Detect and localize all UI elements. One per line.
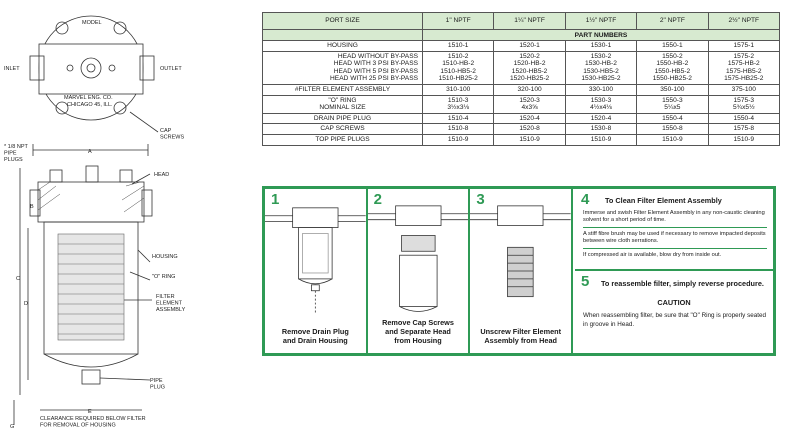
instructions <box>575 189 773 353</box>
row-label: CAP SCREWS <box>263 124 423 135</box>
label-line: PLUG <box>150 384 165 391</box>
caution-title: CAUTION <box>657 298 691 307</box>
part-number-cell: 1510-9 <box>494 134 565 145</box>
cap-screws-label <box>160 128 184 141</box>
banner-spacer <box>263 30 423 41</box>
label-line: CAP <box>160 128 172 134</box>
part-number-cell: 1520-1 <box>494 41 565 52</box>
step-number: 1 <box>271 191 280 208</box>
steps-row <box>265 189 573 353</box>
table-row <box>263 51 780 84</box>
head-side <box>38 182 144 222</box>
part-number-cell: 1530-8 <box>565 124 636 135</box>
row-label: DRAIN PIPE PLUG <box>263 113 423 124</box>
step4-paragraph-1: Immerse and swish Filter Element Assembly in any non-caustic cleaning solvent for a short period of time. <box>583 210 765 224</box>
port-size-header: PORT SIZE <box>263 13 423 30</box>
filter-line-drawing <box>0 0 250 438</box>
part-number-cell: 1510-1 <box>423 41 494 52</box>
part-number-cell: 310-100 <box>423 84 494 95</box>
part-number-cell: 1520-8 <box>494 124 565 135</box>
part-number-cell: 330-100 <box>565 84 636 95</box>
part-numbers-banner <box>263 30 780 41</box>
step5-title: To reassemble filter, simply reverse procedure. <box>601 279 764 288</box>
part-number-cell: 1510-9 <box>423 134 494 145</box>
pipe-plug-label <box>150 378 165 391</box>
dim-a: A <box>88 149 92 155</box>
part-numbers-table <box>262 12 780 146</box>
npt-label <box>4 144 28 163</box>
step-caption: Remove Drain Plug and Drain Housing <box>281 327 349 345</box>
part-number-cell: 350-100 <box>637 84 708 95</box>
row-label: #FILTER ELEMENT ASSEMBLY <box>263 84 423 95</box>
table-row <box>263 84 780 95</box>
step-3 <box>470 189 573 353</box>
step4-number: 4 <box>581 191 590 208</box>
size-header: 2" NPTF <box>637 13 708 30</box>
part-number-cell: 1520-4 <box>565 113 636 124</box>
step-number: 2 <box>373 191 383 208</box>
label-line: FILTER <box>156 294 175 300</box>
part-number-cell: 1550-1 <box>637 41 708 52</box>
part-number-cell: 1550-8 <box>637 124 708 135</box>
dim-e: E <box>88 409 92 415</box>
size-header: 1" NPTF <box>423 13 494 30</box>
dim-d: D <box>24 301 28 307</box>
part-number-cell: 1510-8 <box>423 124 494 135</box>
clean-section <box>575 189 773 271</box>
caution-text: When reassembling filter, be sure that "O" Ring is properly seated in groove in Head. <box>583 312 766 328</box>
part-number-cell: 1530-2 1530-HB-2 1530-HB5-2 1530-HB25-2 <box>565 51 636 84</box>
part-number-cell: 1510-9 <box>708 134 779 145</box>
step4-paragraph-3: If compressed air is available, blow dry from inside out. <box>583 252 722 258</box>
label-line: * 1/8 NPT <box>4 144 28 150</box>
dim-g: G <box>10 424 15 430</box>
maker-line2: CHICAGO 45, ILL. <box>67 102 113 108</box>
part-number-cell: 1550-4 <box>637 113 708 124</box>
part-number-cell: 320-100 <box>494 84 565 95</box>
label-line: ASSEMBLY <box>156 307 186 313</box>
part-number-cell: 1510-4 <box>423 113 494 124</box>
drain-plug <box>82 370 100 384</box>
table-row <box>263 95 780 113</box>
maker-line1: MARVEL ENG. CO. <box>64 95 113 101</box>
part-number-cell: 1520-4 <box>494 113 565 124</box>
part-number-cell: 1530-3 4½x4⅛ <box>565 95 636 113</box>
part-number-cell: 1510-9 <box>565 134 636 145</box>
dim-c: C <box>16 276 20 282</box>
part-number-cell: 1550-2 1550-HB-2 1550-HB5-2 1550-HB25-2 <box>637 51 708 84</box>
step5-number: 5 <box>581 273 590 290</box>
part-number-cell: 1510-9 <box>637 134 708 145</box>
part-number-cell: 375-100 <box>708 84 779 95</box>
label-line: PIPE <box>4 150 17 157</box>
step-caption: Unscrew Filter Element Assembly from Head <box>480 327 562 345</box>
label-line: FOR REMOVAL OF HOUSING <box>40 422 116 429</box>
part-number-cell: 1510-3 3½x3⅛ <box>423 95 494 113</box>
part-number-cell: 1575-8 <box>708 124 779 135</box>
clearance-label <box>40 416 146 429</box>
row-label: TOP PIPE PLUGS <box>263 134 423 145</box>
table-row <box>263 124 780 135</box>
step4-paragraph-2: A stiff fibre brush may be used if necessary to remove impacted deposits between wire cloth serrations. <box>583 231 766 245</box>
inlet-label: INLET <box>4 66 20 72</box>
o-ring-label: "O" RING <box>152 274 176 280</box>
table-row <box>263 41 780 52</box>
step-2 <box>368 189 471 353</box>
maintenance-panel <box>262 186 776 356</box>
label-line: SCREWS <box>160 134 185 141</box>
part-number-cell: 1520-2 1520-HB-2 1520-HB5-2 1520-HB25-2 <box>494 51 565 84</box>
outlet-label: OUTLET <box>160 66 182 72</box>
part-number-cell: 1575-1 <box>708 41 779 52</box>
label-line: PLUGS <box>4 157 23 163</box>
step-1 <box>265 189 368 353</box>
part-number-cell: 1520-3 4x3⅝ <box>494 95 565 113</box>
size-header: 1¼" NPTF <box>494 13 565 30</box>
step4-title: To Clean Filter Element Assembly <box>605 196 722 205</box>
table-row <box>263 134 780 145</box>
divider <box>583 227 767 228</box>
label-line: CLEARANCE REQUIRED BELOW FILTER <box>40 416 146 422</box>
head-label: HEAD <box>154 172 170 178</box>
dim-b: B <box>30 204 34 210</box>
row-label: HEAD WITHOUT BY-PASS HEAD WITH 3 PSI BY-PASS HEAD WITH 5 PSI BY-PASS HEAD WITH 25 PSI BY-PASS <box>263 51 423 84</box>
filter-element-label <box>156 294 186 313</box>
part-number-cell: 1550-3 5¼x5 <box>637 95 708 113</box>
row-label: "O" RING NOMINAL SIZE <box>263 95 423 113</box>
part-number-cell: 1575-2 1575-HB-2 1575-HB5-2 1575-HB25-2 <box>708 51 779 84</box>
housing-label: HOUSING <box>152 254 178 260</box>
part-number-cell: 1510-2 1510-HB-2 1510-HB5-2 1510-HB25-2 <box>423 51 494 84</box>
step-caption: Remove Cap Screws and Separate Head from Housing <box>382 318 454 345</box>
table-header-row <box>263 13 780 30</box>
part-number-cell: 1550-4 <box>708 113 779 124</box>
part-number-cell: 1530-1 <box>565 41 636 52</box>
table-body <box>263 30 780 146</box>
label-line: PIPE <box>150 378 163 384</box>
model-label: MODEL <box>82 20 102 26</box>
row-label: HOUSING <box>263 41 423 52</box>
part-numbers-label: PART NUMBERS <box>423 30 780 41</box>
part-number-cell: 1575-3 5¾x5½ <box>708 95 779 113</box>
step-number: 3 <box>476 191 485 208</box>
divider <box>583 248 767 249</box>
top-view-body <box>39 44 143 94</box>
size-header: 1½" NPTF <box>565 13 636 30</box>
filter-drawing <box>0 0 250 438</box>
label-line: ELEMENT <box>156 300 182 307</box>
table-row <box>263 113 780 124</box>
size-header: 2½" NPTF <box>708 13 779 30</box>
